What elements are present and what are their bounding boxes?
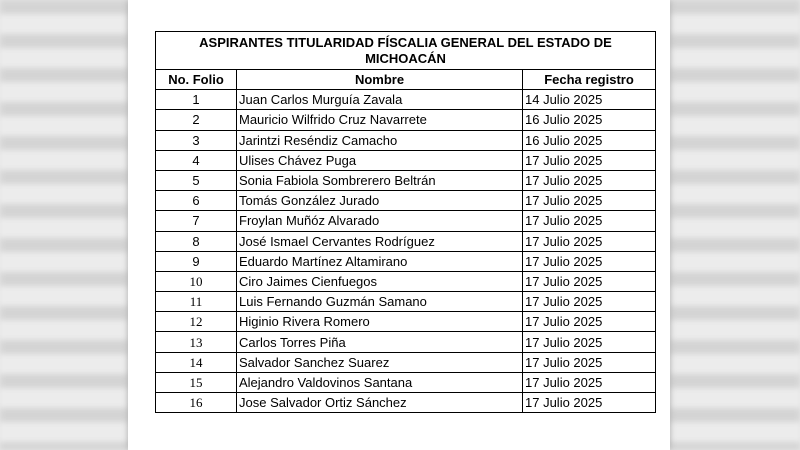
table-row (156, 130, 656, 150)
folio-cell: 13 (156, 332, 237, 352)
date-cell: 16 Julio 2025 (523, 110, 656, 130)
table-row (156, 251, 656, 271)
table-row (156, 393, 656, 413)
folio-cell: 2 (156, 110, 237, 130)
table-row (156, 332, 656, 352)
applicants-table (155, 31, 656, 413)
name-cell: Luis Fernando Guzmán Samano (237, 292, 523, 312)
folio-cell: 15 (156, 372, 237, 392)
blurred-background-left (0, 0, 128, 450)
header-folio: No. Folio (156, 70, 237, 90)
folio-cell: 12 (156, 312, 237, 332)
folio-cell: 16 (156, 393, 237, 413)
folio-cell: 9 (156, 251, 237, 271)
name-cell: Ciro Jaimes Cienfuegos (237, 271, 523, 291)
folio-cell: 4 (156, 150, 237, 170)
date-cell: 14 Julio 2025 (523, 90, 656, 110)
table-row (156, 312, 656, 332)
document-sheet (128, 0, 670, 450)
name-cell: Mauricio Wilfrido Cruz Navarrete (237, 110, 523, 130)
name-cell: Jarintzi Reséndiz Camacho (237, 130, 523, 150)
header-date: Fecha registro (523, 70, 656, 90)
name-cell: Salvador Sanchez Suarez (237, 352, 523, 372)
table-row (156, 110, 656, 130)
table-title-row (156, 32, 656, 70)
name-cell: Ulises Chávez Puga (237, 150, 523, 170)
date-cell: 16 Julio 2025 (523, 130, 656, 150)
table-title: ASPIRANTES TITULARIDAD FÍSCALIA GENERAL DEL ESTADO DE MICHOACÁN (156, 32, 656, 70)
folio-cell: 11 (156, 292, 237, 312)
date-cell: 17 Julio 2025 (523, 211, 656, 231)
folio-cell: 8 (156, 231, 237, 251)
date-cell: 17 Julio 2025 (523, 191, 656, 211)
name-cell: Alejandro Valdovinos Santana (237, 372, 523, 392)
table-row (156, 191, 656, 211)
table-row (156, 271, 656, 291)
date-cell: 17 Julio 2025 (523, 332, 656, 352)
name-cell: José Ismael Cervantes Rodríguez (237, 231, 523, 251)
table-row (156, 211, 656, 231)
folio-cell: 5 (156, 170, 237, 190)
table-body (156, 90, 656, 413)
folio-cell: 10 (156, 271, 237, 291)
date-cell: 17 Julio 2025 (523, 372, 656, 392)
folio-cell: 3 (156, 130, 237, 150)
folio-cell: 6 (156, 191, 237, 211)
table-row (156, 352, 656, 372)
name-cell: Carlos Torres Piña (237, 332, 523, 352)
name-cell: Juan Carlos Murguía Zavala (237, 90, 523, 110)
name-cell: Sonia Fabiola Sombrerero Beltrán (237, 170, 523, 190)
name-cell: Eduardo Martínez Altamirano (237, 251, 523, 271)
date-cell: 17 Julio 2025 (523, 251, 656, 271)
table-row (156, 170, 656, 190)
table-row (156, 372, 656, 392)
header-name: Nombre (237, 70, 523, 90)
table-row (156, 292, 656, 312)
folio-cell: 7 (156, 211, 237, 231)
date-cell: 17 Julio 2025 (523, 150, 656, 170)
date-cell: 17 Julio 2025 (523, 393, 656, 413)
table-row (156, 90, 656, 110)
blurred-background-right (670, 0, 800, 450)
table-header-row (156, 70, 656, 90)
name-cell: Froylan Muñóz Alvarado (237, 211, 523, 231)
date-cell: 17 Julio 2025 (523, 352, 656, 372)
folio-cell: 14 (156, 352, 237, 372)
name-cell: Jose Salvador Ortiz Sánchez (237, 393, 523, 413)
table-row (156, 231, 656, 251)
date-cell: 17 Julio 2025 (523, 170, 656, 190)
name-cell: Higinio Rivera Romero (237, 312, 523, 332)
table-row (156, 150, 656, 170)
date-cell: 17 Julio 2025 (523, 292, 656, 312)
name-cell: Tomás González Jurado (237, 191, 523, 211)
folio-cell: 1 (156, 90, 237, 110)
date-cell: 17 Julio 2025 (523, 271, 656, 291)
date-cell: 17 Julio 2025 (523, 312, 656, 332)
date-cell: 17 Julio 2025 (523, 231, 656, 251)
